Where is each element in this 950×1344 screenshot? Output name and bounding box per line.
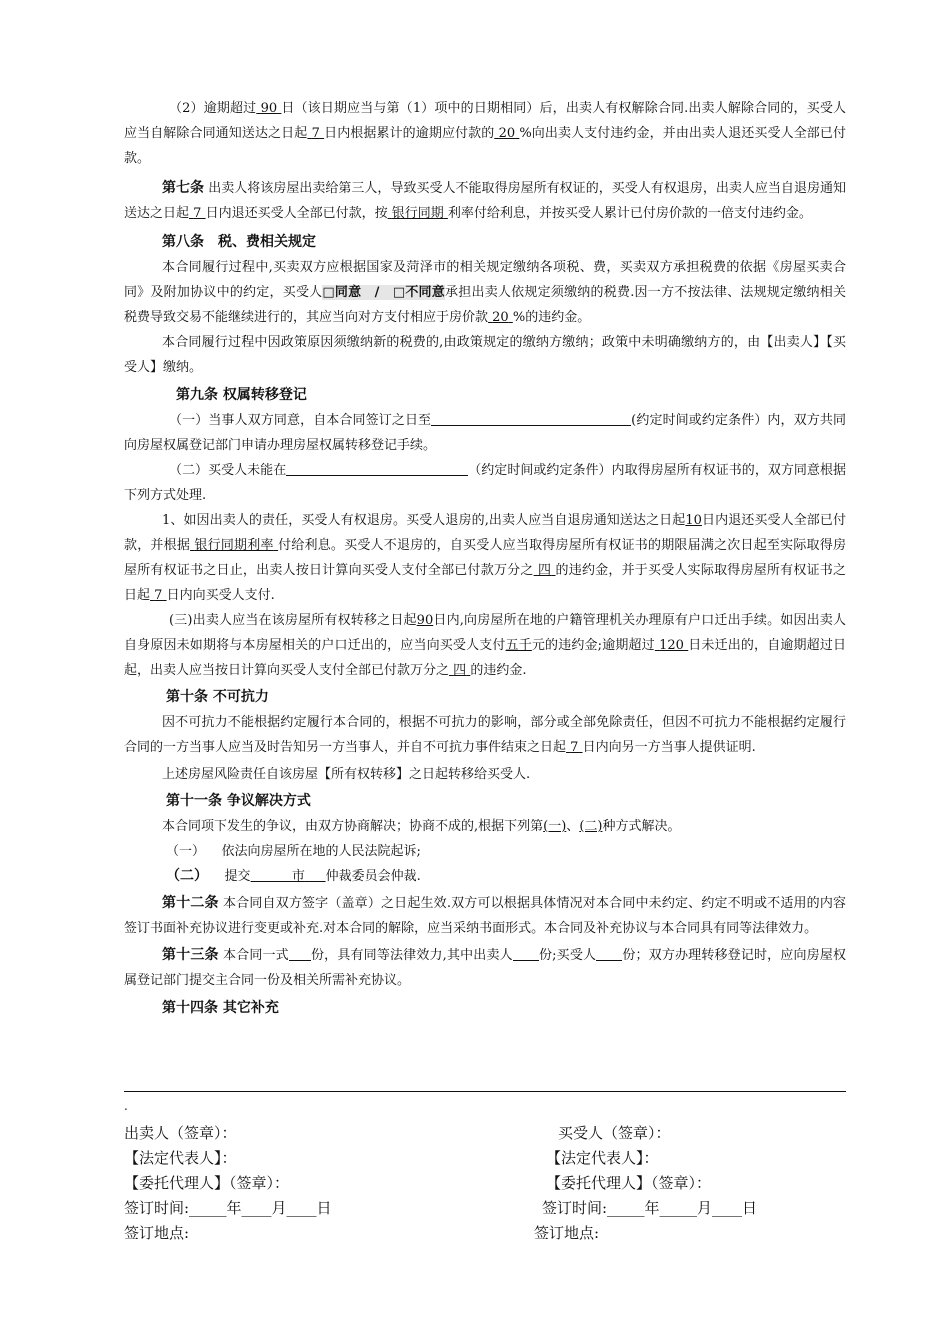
art7-paragraph: 第七条 出卖人将该房屋出卖给第三人，导致买受人不能取得房屋所有权证的，买受人有权退房，出卖人应当自退房通知送达之日起 7 日内退还买受人全部已付款，按 银行同期 利率付给利息，并按买受人累计已付房价款的一倍支付违约金。 (124, 180, 846, 221)
buyer-signature-label: 买受人（签章）： (558, 1124, 671, 1142)
notice-days: 7 (570, 740, 579, 755)
art8-paragraph-1: 本合同履行过程中,买卖双方应根据国家及菏泽市的相关规定缴纳各项税、费，买卖双方承担税费的依据《房屋买卖合同》及附加协议中的约定，买受人□同意 / □不同意承担出卖人依规定须缴纳的税费.因一方不按法律、法规规定缴纳相关税费导致交易不能继续进行的，其应当向对方支付相应于房价款 20 %的违约金。 (124, 260, 846, 325)
seller-copies-blank (513, 946, 539, 961)
household-days: 90 (416, 613, 434, 628)
art14-title: 第十四条 其它补充 (162, 1000, 279, 1016)
art11-paragraph: 本合同项下发生的争议，由双方协商解决；协商不成的,根据下列第(一)、(二)种方式解决。 (162, 819, 681, 834)
date-blank-2 (286, 461, 468, 476)
art11-option-2: （二） 提交 市 仲裁委员会仲裁. (166, 868, 421, 884)
art11-title: 第十一条 争议解决方式 (166, 793, 311, 809)
penalty-ratio: 四 (537, 563, 552, 578)
buyer-agent-label: 【委托代理人】（签章）： (546, 1174, 712, 1192)
consent-choice: □同意 / □不同意 (322, 285, 446, 300)
signature-row-4 (124, 1196, 846, 1221)
art9-paragraph-1: （一）当事人双方同意，自本合同签订之日至 (约定时间或约定条件）内，双方共同向房屋权属登记部门申请办理房屋权属转移登记手续。 (124, 413, 846, 453)
art8-paragraph-2: 本合同履行过程中因政策原因须缴纳新的税费的,由政策规定的缴纳方缴纳；政策中未明确缴纳方的，由【出卖人】【买受人】缴纳。 (124, 335, 846, 375)
daily-ratio: 四 (453, 663, 467, 678)
seller-agent-label: 【委托代理人】（签章）： (124, 1174, 290, 1192)
arbitration-city: 市 (291, 869, 305, 884)
contract-page (124, 96, 846, 1021)
signature-row-3 (124, 1171, 846, 1196)
option-2: (二) (579, 819, 603, 834)
overdue-days: 90 (260, 101, 278, 116)
seller-place-label: 签订地点: (124, 1224, 190, 1242)
penalty-percent: 20 (498, 126, 516, 141)
seller-signature-label: 出卖人（签章）： (124, 1124, 237, 1142)
copies-blank (289, 946, 311, 961)
divider-line (124, 1091, 846, 1092)
seller-date-label: 签订时间:_____年____月____日 (124, 1199, 332, 1217)
art7-days: 7 (193, 206, 202, 221)
art6-clause-2: （2）逾期超过 90 日（该日期应当与第（1）项中的日期相同）后，出卖人有权解除合同.出卖人解除合同的，买受人应当自解除合同通知送达之日起 7 日内根据累计的逾期应付款的 20 %向出卖人支付违约金，并由出卖人退还买受人全部已付款。 (124, 101, 846, 166)
option-1: (一) (543, 819, 567, 834)
signature-block (124, 1121, 846, 1246)
art13-title: 第十三条 (162, 947, 219, 963)
penalty-amount: 五千 (505, 638, 532, 653)
art9-paragraph-2: （二）买受人未能在 （约定时间或约定条件）内取得房屋所有权证书的，双方同意根据下列方式处理. (124, 463, 846, 503)
art10-title: 第十条 不可抗力 (166, 689, 269, 705)
art8-title: 第八条 税、费相关规定 (162, 234, 316, 250)
art12-title: 第十二条 (162, 895, 219, 911)
signature-row-1 (124, 1121, 846, 1146)
art13-paragraph: 第十三条 本合同一式 份，具有同等法律效力,其中出卖人 份;买受人 份；双方办理转移登记时，应向房屋权属登记部门提交主合同一份及相关所需补充协议。 (124, 947, 847, 988)
buyer-place-label: 签订地点: (534, 1224, 600, 1242)
bullet-dot: . (124, 1099, 128, 1113)
art9-paragraph-3: 1、如因出卖人的责任，买受人有权退房。买受人退房的,出卖人应当自退房通知送达之日起10日内退还买受人全部已付款，并根据 银行同期利率 付给利息。买受人不退房的，自买受人应当取得房屋所有权证书的期限届满之次日起至实际取得房屋所有权证书之日止，出卖人按日计算向买受人支付全部已付款万分之 四 的违约金，并于买受人实际取得房屋所有权证书之日起 7 日内向买受人支付. (124, 513, 846, 603)
date-blank-1 (431, 411, 631, 426)
buyer-date-label: 签订时间:_____年_____月____日 (542, 1199, 758, 1217)
art11-option-1: （一） 依法向房屋所在地的人民法院起诉; (166, 844, 421, 859)
art7-title: 第七条 (162, 180, 205, 196)
interest-rate: 银行同期利率 (194, 538, 274, 553)
buyer-copies-blank (596, 946, 622, 961)
overdue-limit: 120 (659, 638, 684, 653)
art9-title: 第九条 权属转移登记 (176, 387, 307, 403)
art10-paragraph-1: 因不可抗力不能根据约定履行本合同的，根据不可抗力的影响，部分或全部免除责任，但因不可抗力不能根据约定履行合同的一方当事人应当及时告知另一方当事人，并自不可抗力事件结束之日起 7 日内向另一方当事人提供证明. (124, 715, 846, 755)
pay-days: 7 (154, 588, 163, 603)
refund-days: 10 (685, 513, 702, 528)
art7-rate: 银行同期 (391, 206, 444, 221)
seller-legal-rep-label: 【法定代表人】： (124, 1149, 237, 1167)
signature-row-2 (124, 1146, 846, 1171)
art12-paragraph: 第十二条 本合同自双方签字（盖章）之日起生效.双方可以根据具体情况对本合同中未约定、约定不明或不适用的内容签订书面补充协议进行变更或补充.对本合同的解除，应当采纳书面形式。本合同及补充协议与本合同具有同等法律效力。 (124, 895, 846, 936)
art8-percent: 20 (492, 310, 509, 325)
penalty-days: 7 (311, 126, 320, 141)
signature-row-5 (124, 1221, 846, 1246)
buyer-legal-rep-label: 【法定代表人】： (546, 1149, 659, 1167)
art9-paragraph-4: (三)出卖人应当在该房屋所有权转移之日起90日内,向房屋所在地的户籍管理机关办理原有户口迁出手续。如因出卖人自身原因未如期将与本房屋相关的户口迁出的，应当向买受人支付五千元的违约金;逾期超过 120 日未迁出的，自逾期超过日起，出卖人应当按日计算向买受人支付全部已付款万分之 四 的违约金. (124, 613, 846, 678)
art10-paragraph-2: 上述房屋风险责任自该房屋【所有权转移】之日起转移给买受人. (162, 767, 531, 782)
